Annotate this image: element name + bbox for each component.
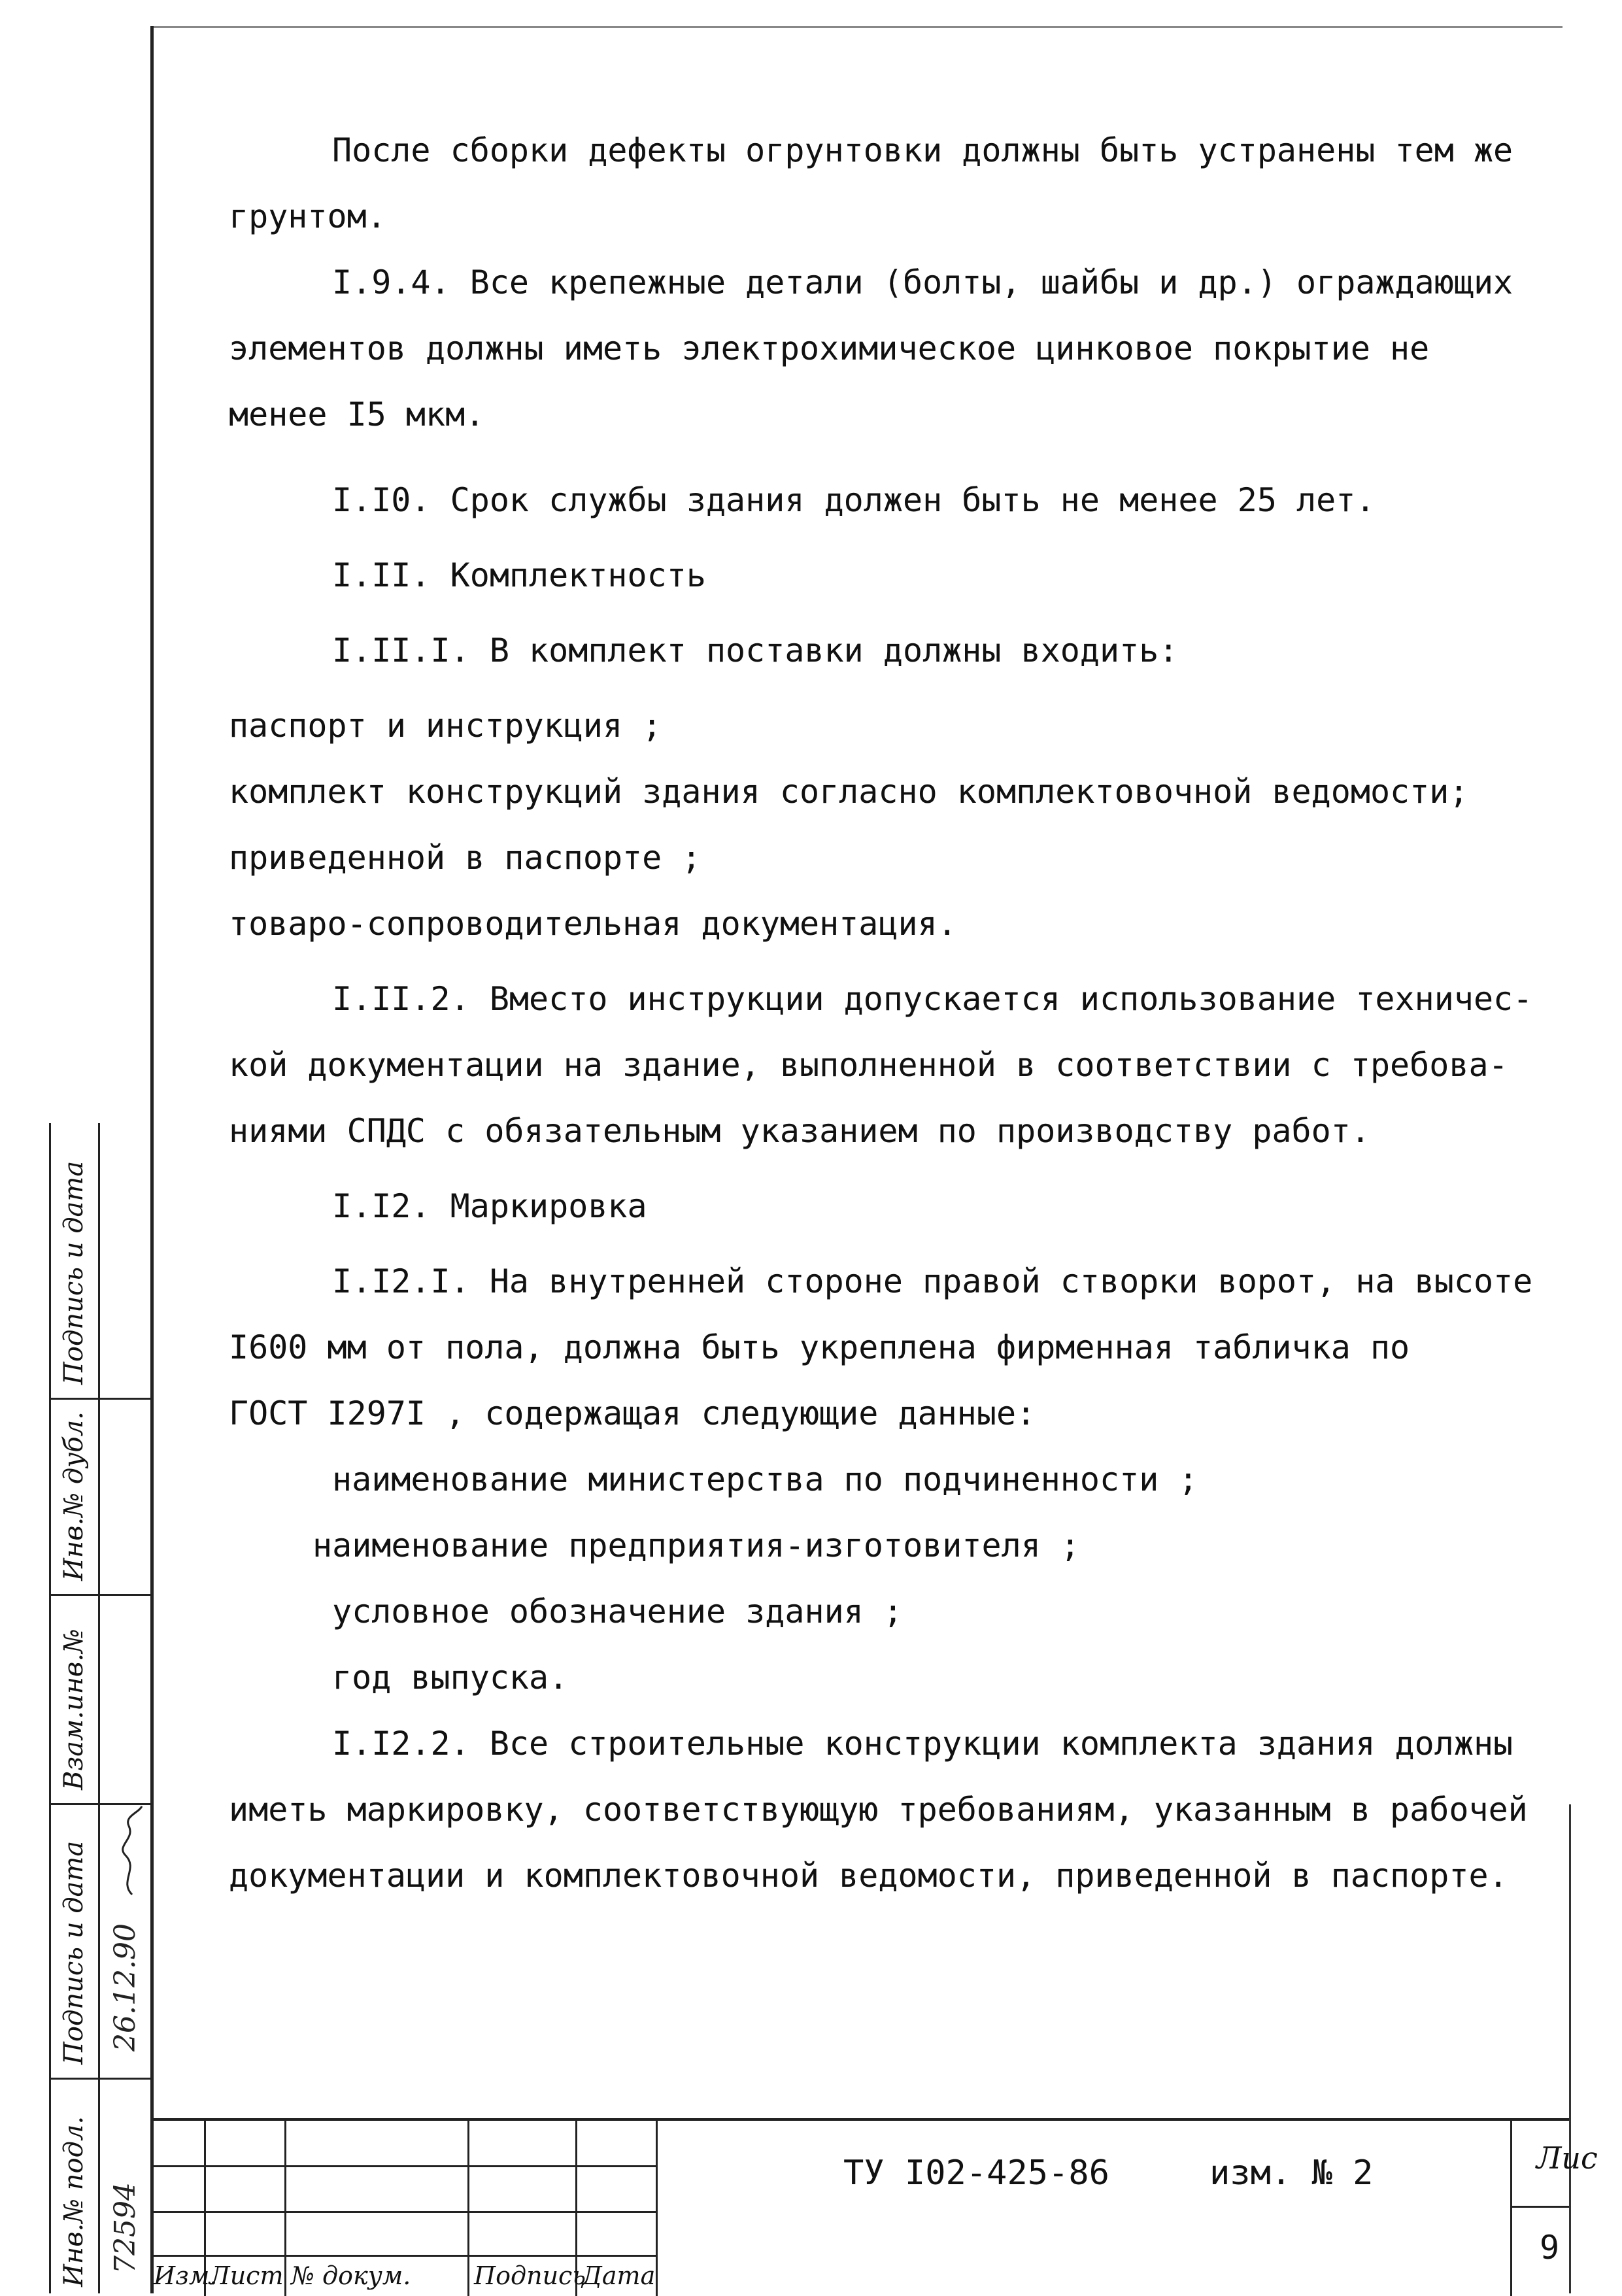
list-item: условное обозначение здания ;	[332, 1593, 903, 1630]
paragraph-line: I.I2.2. Все строительные конструкции комплекта здания должны	[332, 1725, 1513, 1763]
spacer	[229, 1240, 1576, 1249]
title-block-divider	[1510, 2206, 1569, 2208]
sheet-label: Лис	[1536, 2140, 1598, 2176]
paragraph-line: грунтом.	[229, 197, 386, 235]
paragraph-line: ГОСТ I297I , содержащая следующие данные:	[229, 1394, 1036, 1432]
section-heading: I.I2. Маркировка	[332, 1187, 647, 1225]
side-label-inv-podl: Инв.№ подл.	[59, 2116, 89, 2287]
title-block-divider	[150, 2255, 656, 2257]
paragraph-line: кой документации на здание, выполненной в соответствии с требова-	[229, 1046, 1508, 1084]
paragraph-line: ниями СПДС с обязательным указанием по производству работ.	[229, 1112, 1370, 1150]
paragraph-line: иметь маркировку, соответствующую требованиям, указанным в рабочей	[229, 1791, 1528, 1829]
document-body	[229, 118, 1576, 1909]
list-item: комплект конструкций здания согласно комплектовочной ведомости;	[229, 773, 1469, 811]
paragraph-line: После сборки дефекты огрунтовки должны быть устранены тем же	[332, 131, 1513, 169]
col-header-docnum: № докум.	[291, 2261, 411, 2290]
title-block-divider	[284, 2121, 286, 2296]
side-stamp-divider	[51, 1594, 152, 1596]
handwritten-inventory-number: 72594	[109, 2182, 142, 2274]
title-block	[150, 2118, 1598, 2296]
paragraph-line: I.9.4. Все крепежные детали (болты, шайбы и др.) ограждающих	[332, 263, 1513, 301]
list-item: паспорт и инструкция ;	[229, 707, 662, 745]
side-stamp-divider	[51, 2078, 152, 2080]
paragraph-line: менее I5 мкм.	[229, 396, 485, 433]
sheet-number: 9	[1540, 2229, 1560, 2267]
spacer	[229, 1164, 1576, 1173]
col-header-sign: Подпись	[474, 2261, 586, 2290]
section-heading: I.II. Комплектность	[332, 556, 706, 594]
col-header-izm: Изм.	[154, 2261, 218, 2290]
side-label-vzam-inv: Взам.инв.№	[59, 1629, 89, 1790]
title-block-divider	[150, 2211, 656, 2213]
handwritten-signature	[106, 1803, 152, 1901]
side-stamp-value-column	[100, 1123, 152, 2293]
title-block-divider	[467, 2121, 469, 2296]
list-item: год выпуска.	[332, 1659, 569, 1697]
paragraph-line: I.I2.I. На внутренней стороне правой створки ворот, на высоте	[332, 1262, 1533, 1300]
col-header-list: Лист	[209, 2261, 284, 2290]
spacer	[229, 609, 1576, 618]
paragraph-line: I600 мм от пола, должна быть укреплена фирменная табличка по	[229, 1328, 1410, 1366]
title-block-divider	[1510, 2121, 1512, 2296]
side-stamp-divider	[51, 1398, 152, 1400]
handwritten-date: 26.12.90	[109, 1923, 142, 2051]
spacer	[229, 684, 1576, 693]
side-label-podpis-data-2: Подпись и дата	[59, 1840, 89, 2065]
paragraph-line: I.II.I. В комплект поставки должны входить:	[332, 632, 1179, 669]
paragraph-line: документации и комплектовочной ведомости, приведенной в паспорте.	[229, 1857, 1508, 1895]
change-number: изм. № 2	[1209, 2153, 1374, 2193]
paragraph-line: I.II.2. Вместо инструкции допускается использование техничес-	[332, 980, 1533, 1018]
side-stamp	[49, 1123, 152, 2293]
document-code: ТУ I02-425-86	[843, 2153, 1109, 2193]
list-item: товаро-сопроводительная документация.	[229, 905, 957, 943]
title-block-divider	[656, 2121, 658, 2296]
col-header-date: Дата	[582, 2261, 656, 2290]
list-item: наименование министерства по подчиненности ;	[332, 1460, 1198, 1498]
spacer	[229, 533, 1576, 543]
side-label-inv-dubl: Инв.№ дубл.	[59, 1411, 89, 1581]
list-item: наименование предприятия-изготовителя ;	[313, 1527, 1080, 1564]
paragraph-line: элементов должны иметь электрохимическое цинковое покрытие не	[229, 329, 1430, 367]
side-label-podpis-data: Подпись и дата	[59, 1160, 89, 1385]
list-item: приведенной в паспорте ;	[229, 839, 701, 877]
frame-top-line	[150, 26, 1563, 28]
paragraph-line: I.I0. Срок службы здания должен быть не менее 25 лет.	[332, 481, 1376, 519]
title-block-divider	[150, 2165, 656, 2167]
spacer	[229, 957, 1576, 966]
spacer	[229, 448, 1576, 467]
